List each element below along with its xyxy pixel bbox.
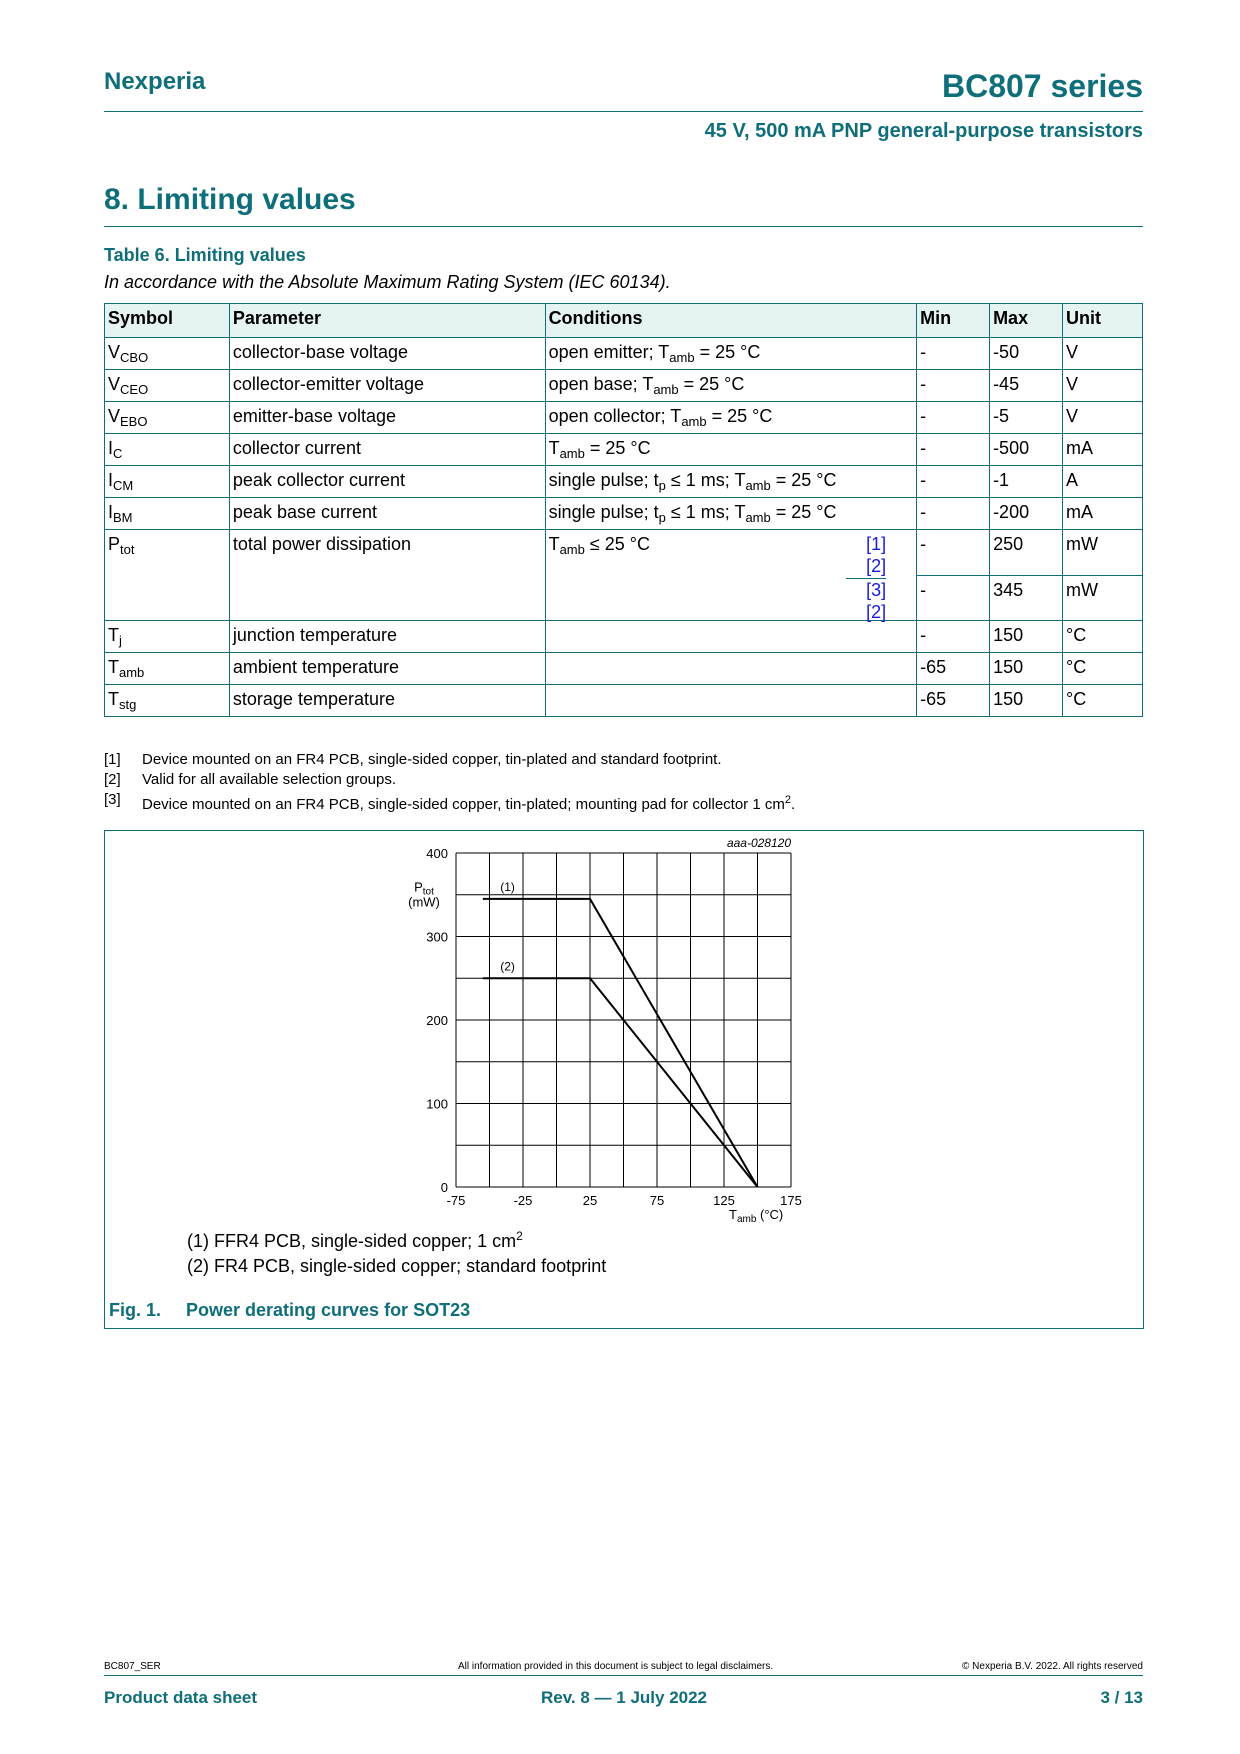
- conditions-text: $T_{amb} \le 25$ °C: [548, 534, 650, 557]
- series-label-2: (2): [500, 959, 515, 974]
- figure-legend-1: (1) FFR4 PCB, single-sided copper; 1 $cm^2$: [187, 1229, 523, 1251]
- power-derating-chart: [105, 831, 1143, 1291]
- column-header: Min: [917, 304, 990, 338]
- y-tick-label: 0: [440, 1180, 448, 1195]
- conditions-cell: [545, 575, 917, 621]
- conditions-cell: single pulse; $t_p \le 1$ ms; $T_{amb} = 25$ °C: [545, 498, 917, 530]
- max-cell: 150: [990, 685, 1063, 717]
- min-cell: -: [917, 370, 990, 402]
- x-tick-label: 75: [649, 1193, 665, 1208]
- y-tick-label: 200: [426, 1013, 448, 1028]
- parameter-cell: collector-emitter voltage: [229, 370, 545, 402]
- conditions-cell: [545, 685, 917, 717]
- min-cell: -: [917, 530, 990, 576]
- conditions-cell: [545, 653, 917, 685]
- footnote-ref-link[interactable]: [3]: [866, 580, 887, 600]
- min-cell: -65: [917, 685, 990, 717]
- footer-page-number: 3 / 13: [1100, 1688, 1143, 1707]
- min-cell: -: [917, 402, 990, 434]
- max-cell: 150: [990, 653, 1063, 685]
- parameter-cell: total power dissipation: [229, 530, 545, 621]
- figure-caption: [109, 1300, 470, 1321]
- symbol-cell: $V_{EBO}$: [105, 402, 230, 434]
- x-tick-label: -25: [513, 1193, 533, 1208]
- footer-doc-type: Product data sheet: [104, 1688, 258, 1707]
- series-line-2: [483, 978, 758, 1187]
- table-row: [105, 370, 1143, 402]
- footer-legal: All information provided in this document is subject to legal disclaimers.: [458, 1661, 774, 1672]
- footnote-text: Device mounted on an FR4 PCB, single-sided copper, tin-plated; mounting pad for collector 1 $cm^2$.: [142, 794, 796, 813]
- figure-caption-text: Power derating curves for SOT23: [186, 1300, 471, 1320]
- min-cell: -: [917, 498, 990, 530]
- footnote: [104, 770, 795, 790]
- unit-cell: V: [1063, 370, 1143, 402]
- brand-name: Nexperia: [104, 68, 206, 95]
- conditions-cell: open collector; $T_{amb} = 25$ °C: [545, 402, 917, 434]
- footnote-number: [1]: [104, 751, 121, 768]
- footer-copyright: © Nexperia B.V. 2022. All rights reserved: [962, 1661, 1143, 1672]
- unit-cell: °C: [1063, 621, 1143, 653]
- unit-cell: mA: [1063, 434, 1143, 466]
- header-divider: [104, 111, 1143, 112]
- max-cell: 345: [990, 575, 1063, 621]
- parameter-cell: peak base current: [229, 498, 545, 530]
- document-title: BC807 series: [941, 68, 1143, 104]
- min-cell: -: [917, 621, 990, 653]
- table-row: [105, 653, 1143, 685]
- table-row: [105, 498, 1143, 530]
- symbol-cell: $I_C$: [105, 434, 230, 466]
- max-cell: -200: [990, 498, 1063, 530]
- column-header: Unit: [1063, 304, 1143, 338]
- column-header: Parameter: [229, 304, 545, 338]
- footnote: [104, 790, 795, 815]
- footnote-ref-link[interactable]: [1]: [866, 534, 887, 554]
- table-row: [105, 434, 1143, 466]
- symbol-cell: $T_{stg}$: [105, 685, 230, 717]
- unit-cell: mW: [1063, 530, 1143, 576]
- max-cell: 250: [990, 530, 1063, 576]
- column-header: Symbol: [105, 304, 230, 338]
- min-cell: -: [917, 434, 990, 466]
- figure-box: [104, 830, 1144, 1329]
- footnote-number: [2]: [104, 771, 121, 788]
- section-divider: [104, 226, 1143, 227]
- parameter-cell: collector-base voltage: [229, 338, 545, 370]
- x-axis-label: $T_{amb}$ (°C): [729, 1207, 784, 1225]
- parameter-cell: storage temperature: [229, 685, 545, 717]
- document-subtitle: 45 V, 500 mA PNP general-purpose transistors: [704, 120, 1143, 142]
- symbol-cell: $P_{tot}$: [105, 530, 230, 621]
- limiting-values-table: [104, 303, 1143, 717]
- footer-divider: [104, 1675, 1143, 1676]
- x-tick-label: -75: [446, 1193, 466, 1208]
- footnote: [104, 750, 795, 770]
- y-tick-label: 400: [426, 846, 448, 861]
- figure-number: Fig. 1.: [109, 1300, 162, 1320]
- unit-cell: A: [1063, 466, 1143, 498]
- max-cell: -1: [990, 466, 1063, 498]
- footnote-text: Valid for all available selection groups.: [142, 771, 397, 788]
- max-cell: -45: [990, 370, 1063, 402]
- y-tick-label: 300: [426, 929, 448, 945]
- parameter-cell: emitter-base voltage: [229, 402, 545, 434]
- unit-cell: V: [1063, 402, 1143, 434]
- max-cell: -5: [990, 402, 1063, 434]
- footnote-number: [3]: [104, 791, 121, 808]
- unit-cell: °C: [1063, 685, 1143, 717]
- parameter-cell: junction temperature: [229, 621, 545, 653]
- footnote-ref-link[interactable]: [2]: [866, 602, 887, 622]
- conditions-cell: [545, 621, 917, 653]
- footnote-ref-link[interactable]: [2]: [866, 556, 887, 576]
- y-axis-unit: (mW): [408, 894, 440, 910]
- y-axis-label: $P_{tot}$: [414, 879, 434, 898]
- min-cell: -: [917, 338, 990, 370]
- table-header-row: [105, 304, 1143, 338]
- table-row: [105, 466, 1143, 498]
- x-tick-label: 175: [780, 1193, 802, 1208]
- table-footnotes: [104, 750, 795, 815]
- figure-legend-2: (2) FR4 PCB, single-sided copper; standard footprint: [187, 1256, 607, 1276]
- conditions-cell: open emitter; $T_{amb} = 25$ °C: [545, 338, 917, 370]
- symbol-cell: $T_j$: [105, 621, 230, 653]
- column-header: Conditions: [545, 304, 917, 338]
- unit-cell: mW: [1063, 575, 1143, 621]
- unit-cell: °C: [1063, 653, 1143, 685]
- parameter-cell: collector current: [229, 434, 545, 466]
- max-cell: -500: [990, 434, 1063, 466]
- conditions-cell: $T_{amb} = 25$ °C: [545, 434, 917, 466]
- series-label-1: (1): [500, 879, 515, 894]
- min-cell: -65: [917, 653, 990, 685]
- section-title: 8. Limiting values: [104, 183, 356, 216]
- conditions-cell: open base; $T_{amb} = 25$ °C: [545, 370, 917, 402]
- footnote-text: Device mounted on an FR4 PCB, single-sided copper, tin-plated and standard footprint.: [142, 751, 722, 768]
- unit-cell: mA: [1063, 498, 1143, 530]
- min-cell: -: [917, 466, 990, 498]
- min-cell: -: [917, 575, 990, 621]
- symbol-cell: $I_{CM}$: [105, 466, 230, 498]
- max-cell: 150: [990, 621, 1063, 653]
- symbol-cell: $V_{CEO}$: [105, 370, 230, 402]
- figure-code: aaa-028120: [726, 836, 791, 850]
- conditions-cell: [545, 530, 917, 576]
- table-caption: Table 6. Limiting values: [104, 245, 306, 265]
- conditions-cell: single pulse; $t_p \le 1$ ms; $T_{amb} = 25$ °C: [545, 466, 917, 498]
- x-tick-label: 125: [713, 1193, 735, 1208]
- footer-doc-id: BC807_SER: [104, 1661, 161, 1672]
- table-row: [105, 338, 1143, 370]
- max-cell: -50: [990, 338, 1063, 370]
- parameter-cell: ambient temperature: [229, 653, 545, 685]
- table-note: In accordance with the Absolute Maximum Rating System (IEC 60134).: [104, 272, 671, 292]
- column-header: Max: [990, 304, 1063, 338]
- symbol-cell: $I_{BM}$: [105, 498, 230, 530]
- table-row: [105, 530, 1143, 576]
- footer-revision: Rev. 8 — 1 July 2022: [541, 1688, 708, 1707]
- table-row: [105, 685, 1143, 717]
- table-row: [105, 402, 1143, 434]
- parameter-cell: peak collector current: [229, 466, 545, 498]
- symbol-cell: $T_{amb}$: [105, 653, 230, 685]
- symbol-cell: $V_{CBO}$: [105, 338, 230, 370]
- y-tick-label: 100: [426, 1096, 448, 1112]
- series-line-1: [483, 899, 758, 1187]
- table-row: [105, 621, 1143, 653]
- x-tick-label: 25: [582, 1193, 598, 1208]
- unit-cell: V: [1063, 338, 1143, 370]
